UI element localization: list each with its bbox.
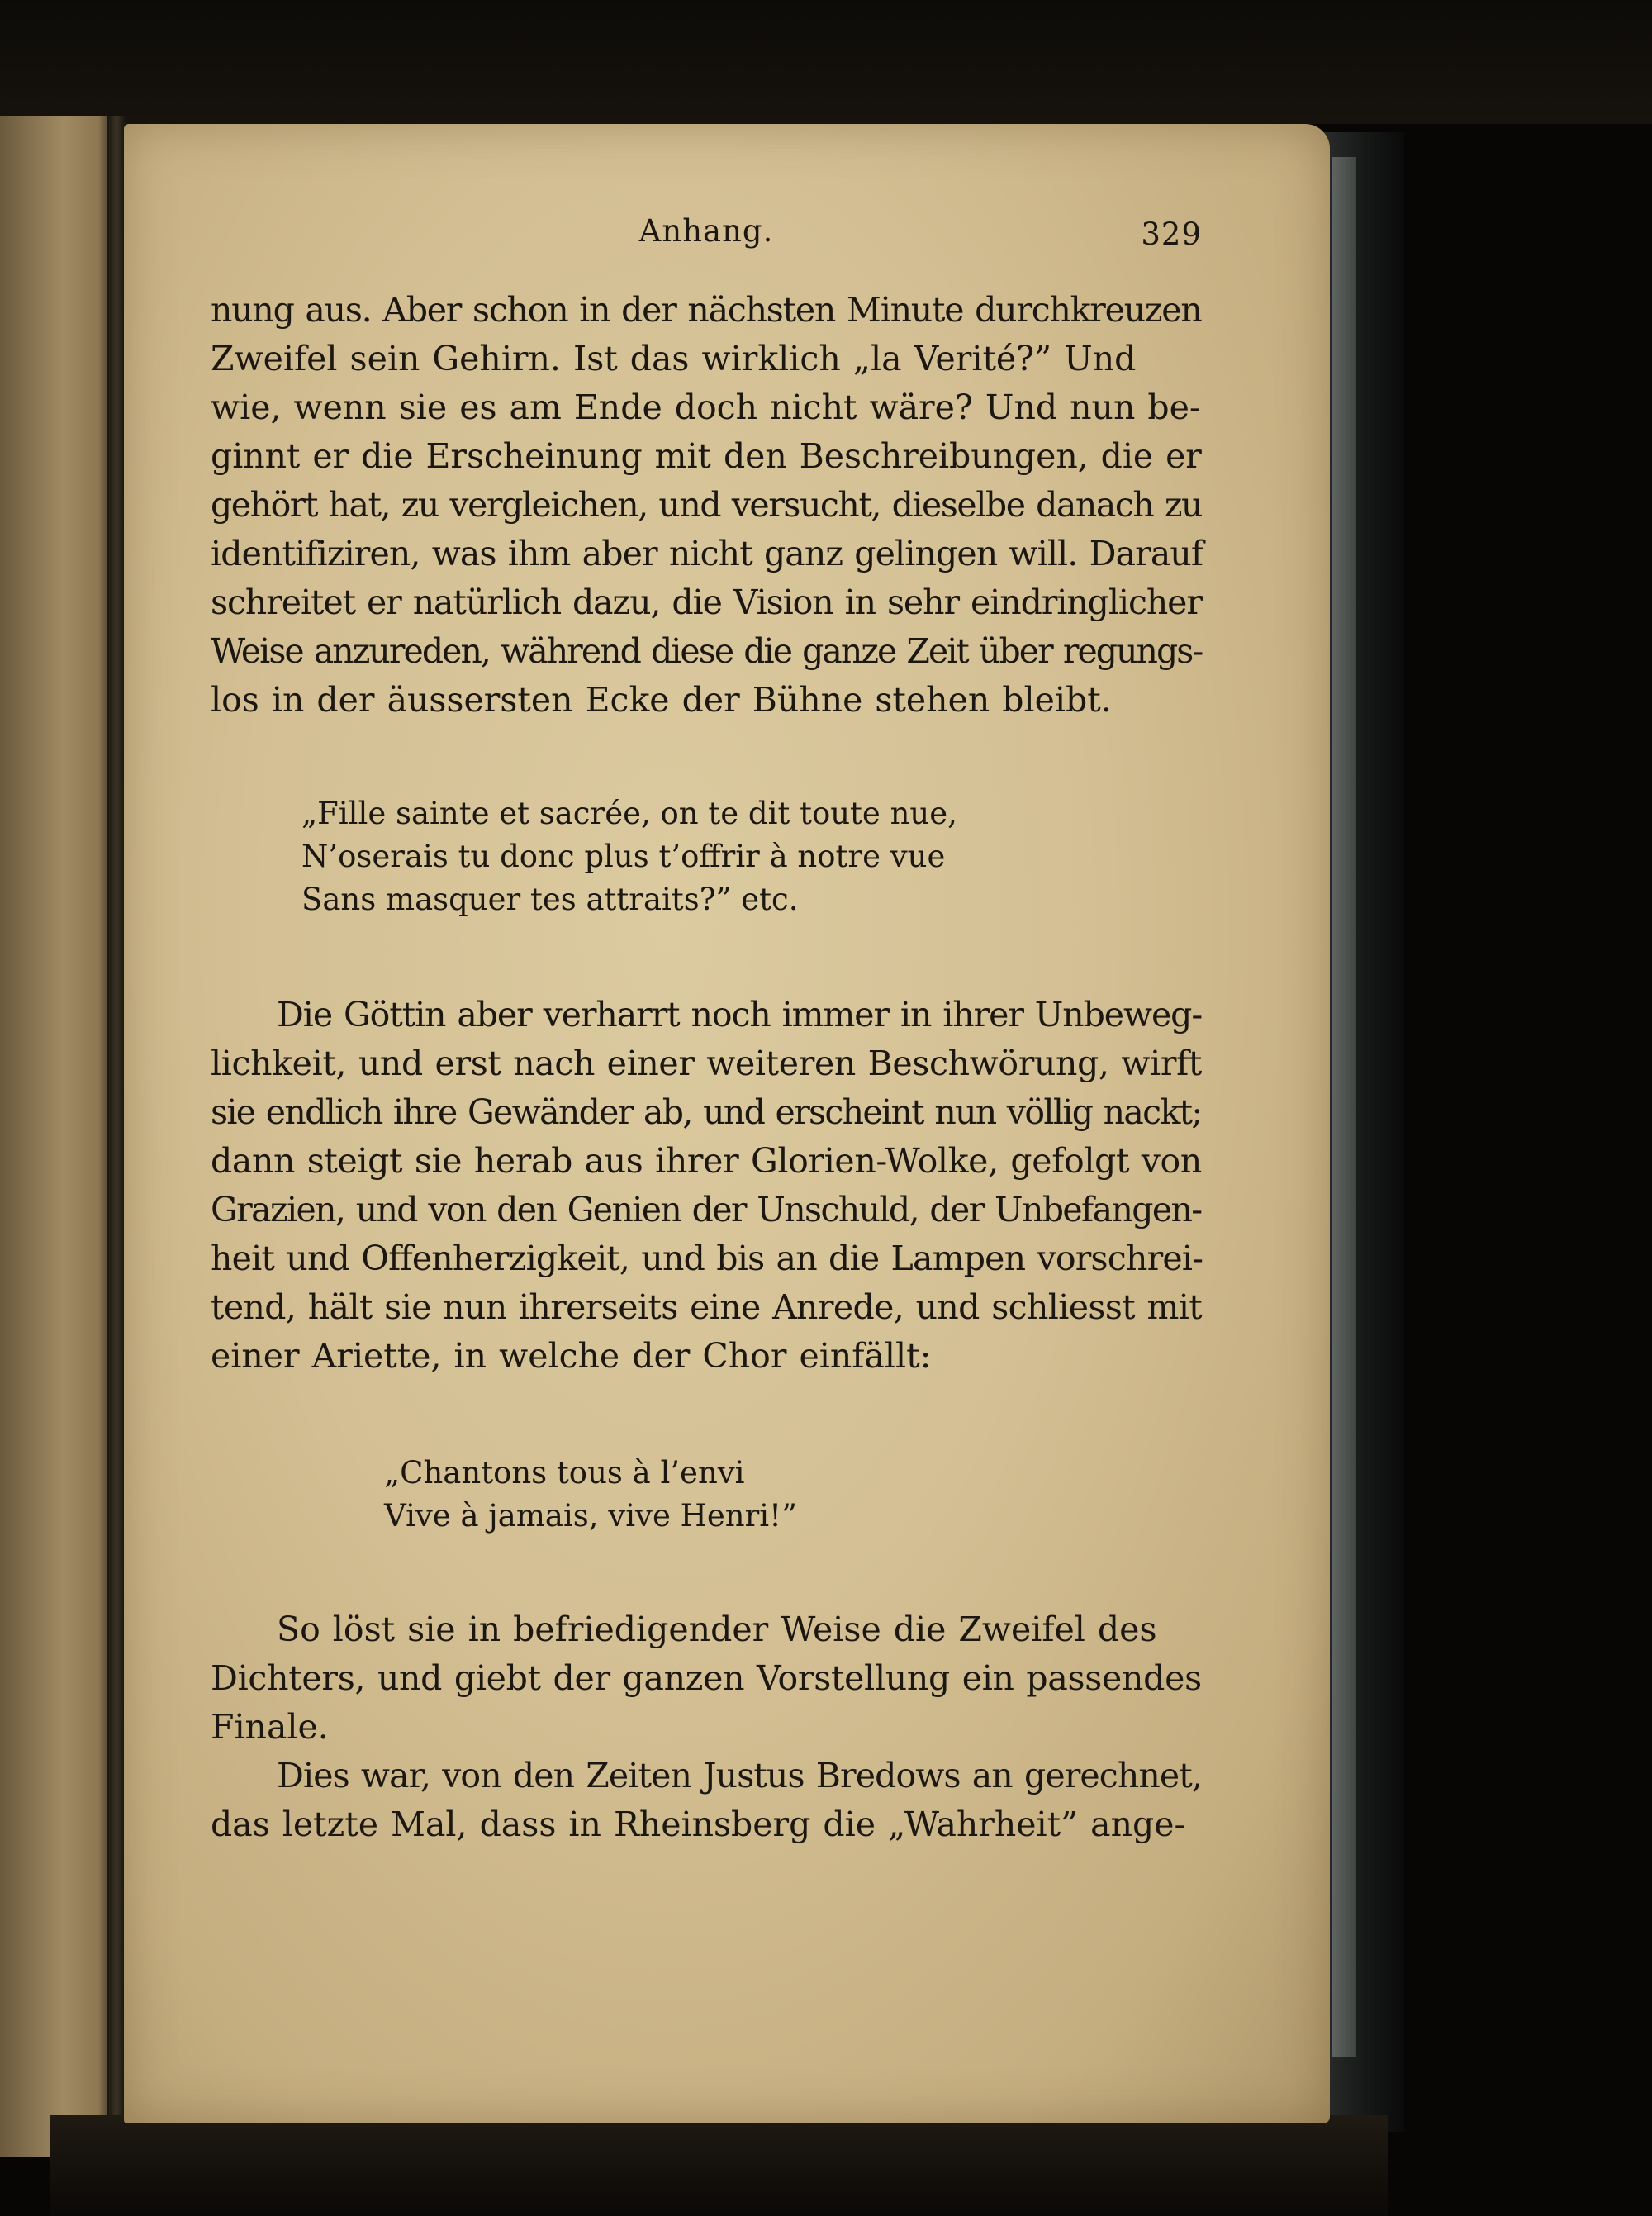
paragraph-2: [211, 991, 1202, 1381]
text-line: los in der äussersten Ecke der Bühne stehen bleibt.: [211, 680, 1112, 720]
scan-background-bottom: [50, 2115, 1388, 2216]
verse-line: Vive à jamais, vive Henri!”: [384, 1498, 797, 1534]
text-line: schreitet er natürlich dazu, die Vision in sehr eindringlicher: [211, 583, 1202, 622]
text-line: tend, hält sie nun ihrerseits eine Anrede, und schliesst mit: [211, 1287, 1203, 1327]
text-line: wie, wenn sie es am Ende doch nicht wäre? Und nun be-: [211, 388, 1201, 427]
text-line: einer Ariette, in welche der Chor einfällt:: [211, 1336, 932, 1376]
book-page: [124, 124, 1330, 2123]
paragraph-4: [211, 1752, 1202, 1849]
text-line: Grazien, und von den Genien der Unschuld, der Unbefangen-: [211, 1190, 1202, 1229]
verse-line: Sans masquer tes attraits?” etc.: [301, 882, 799, 917]
text-line: dann steigt sie herab aus ihrer Glorien-Wolke, gefolgt von: [211, 1141, 1202, 1181]
paragraph-1: [211, 286, 1202, 725]
text-line: Die Göttin aber verharrt noch immer in ihrer Unbeweg-: [277, 995, 1203, 1034]
text-line: sie endlich ihre Gewänder ab, und erscheint nun völlig nackt;: [211, 1092, 1202, 1132]
text-line: So löst sie in befriedigender Weise die Zweifel des: [277, 1610, 1157, 1649]
page-text-block: [211, 213, 1202, 1849]
text-line: Dichters, und giebt der ganzen Vorstellung ein passendes: [211, 1658, 1202, 1698]
text-line: Dies war, von den Zeiten Justus Bredows an gerechnet,: [277, 1756, 1203, 1795]
text-line: Zweifel sein Gehirn. Ist das wirklich „la Verité?” Und: [211, 339, 1137, 378]
text-line: lichkeit, und erst nach einer weiteren Beschwörung, wirft: [211, 1044, 1203, 1083]
verse-line: „Fille sainte et sacrée, on te dit toute nue,: [301, 796, 957, 831]
text-line: heit und Offenherzigkeit, und bis an die Lampen vorschrei-: [211, 1239, 1203, 1278]
running-head-title: Anhang.: [638, 213, 774, 249]
book-binding: [107, 116, 126, 2165]
paragraph-3: [211, 1605, 1202, 1752]
verse-quote-2: [384, 1452, 1202, 1538]
text-line: ginnt er die Erscheinung mit den Beschreibungen, die er: [211, 436, 1202, 476]
text-line: das letzte Mal, dass in Rheinsberg die „Wahrheit” ange-: [211, 1805, 1186, 1844]
verse-line: „Chantons tous à l’envi: [384, 1455, 745, 1491]
text-line: identifiziren, was ihm aber nicht ganz gelingen will. Darauf: [211, 534, 1203, 573]
text-line: Finale.: [211, 1707, 329, 1747]
verse-line: N’oserais tu donc plus t’offrir à notre vue: [301, 839, 946, 874]
running-head: [211, 213, 1202, 263]
text-line: gehört hat, zu vergleichen, und versucht, dieselbe danach zu: [211, 485, 1203, 525]
page-stack-edge: [1332, 157, 1356, 2057]
text-line: nung aus. Aber schon in der nächsten Minute durchkreuzen: [211, 290, 1202, 330]
verse-quote-1: [301, 792, 1202, 921]
page-number: 329: [1141, 216, 1202, 252]
scan-background-top: [0, 0, 1652, 124]
text-line: Weise anzureden, während diese die ganze Zeit über regungs-: [211, 631, 1203, 671]
facing-page-edge: [0, 116, 116, 2157]
